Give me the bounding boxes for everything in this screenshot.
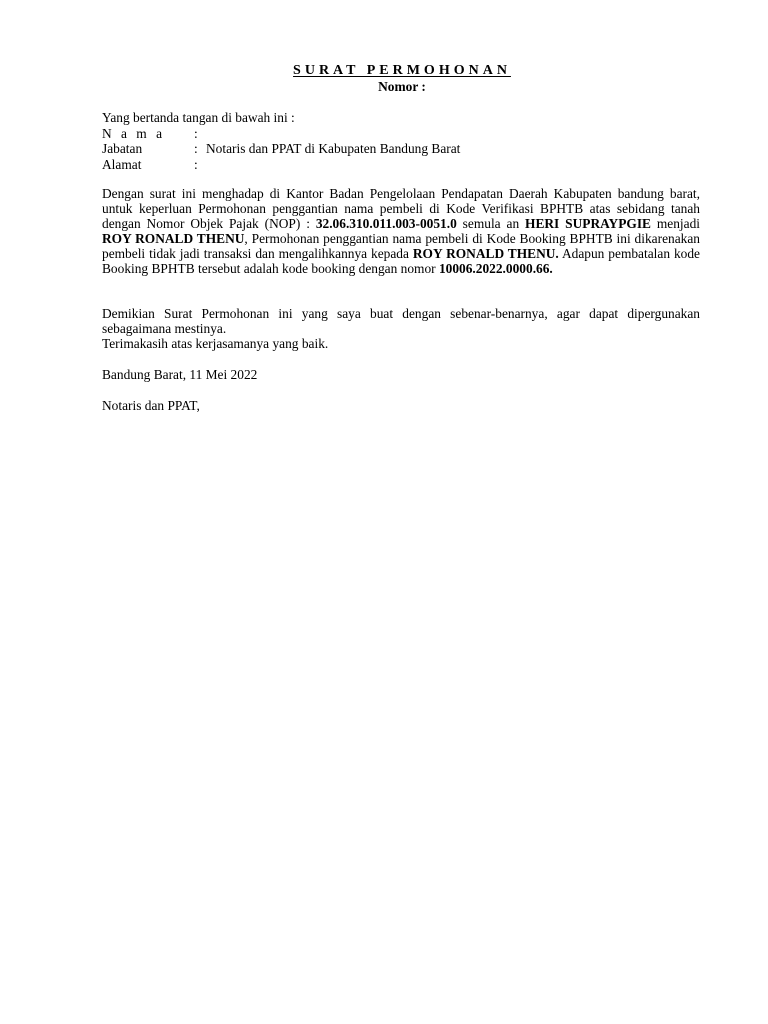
- thanks-line: Terimakasih atas kerjasamanya yang baik.: [102, 336, 329, 351]
- signatory: Notaris dan PPAT,: [102, 398, 200, 413]
- new-buyer-name: ROY RONALD THENU: [102, 231, 245, 246]
- p1-text-3: menjadi: [650, 216, 700, 231]
- p1-text-4: , Permohonan penggantian nama pembeli di Kode Booking BPHTB ini dikarenakan pembeli tidak jadi transaksi dan mengalihkannya kepada: [102, 231, 700, 261]
- letter-title-text: SURAT PERMOHONAN: [293, 63, 511, 78]
- letter-title: [0, 62, 768, 79]
- p1-text-5: Adapun pembatalan kode Booking BPHTB tersebut adalah kode booking dengan nomor: [102, 246, 700, 276]
- field-colon: :: [194, 126, 198, 141]
- place-date: Bandung Barat, 11 Mei 2022: [102, 367, 258, 382]
- body-paragraph-2: Demikian Surat Permohonan ini yang saya buat dengan sebenar-benarnya, agar dapat dipergunakan sebagaimana mestinya.: [102, 306, 700, 336]
- p1-text-1: Dengan surat ini menghadap di Kantor Badan Pengelolaan Pendapatan Daerah Kabupaten bandung barat, untuk keperluan Permohonan penggantian nama pembeli di Kode Verifikasi BPHTB atas sebidang tanah dengan Nomor Objek Pajak (NOP) :: [102, 186, 700, 231]
- field-label-jabatan: Jabatan: [102, 141, 143, 157]
- field-label-alamat: Alamat: [102, 156, 142, 172]
- booking-number: 10006.2022.0000.66.: [438, 261, 553, 276]
- identity-fields: [102, 126, 700, 172]
- intro-line: Yang bertanda tangan di bawah ini :: [102, 110, 295, 125]
- field-jabatan: [102, 141, 700, 156]
- new-buyer-name-repeat: ROY RONALD THENU.: [412, 246, 559, 261]
- field-colon: :: [194, 156, 198, 172]
- old-buyer-name: HERI SUPRAYPGIE: [525, 216, 651, 231]
- field-alamat: [102, 157, 700, 172]
- field-colon: :: [194, 141, 198, 157]
- field-nama: [102, 126, 700, 141]
- field-label-nama: N a m a: [102, 126, 166, 141]
- field-value-jabatan: Notaris dan PPAT di Kabupaten Bandung Barat: [206, 141, 461, 157]
- body-paragraph-1: [102, 186, 700, 276]
- p1-text-2: semula an: [456, 216, 526, 231]
- letter-number: Nomor :: [378, 79, 426, 94]
- nop-number: 32.06.310.011.003-0051.0: [315, 216, 457, 231]
